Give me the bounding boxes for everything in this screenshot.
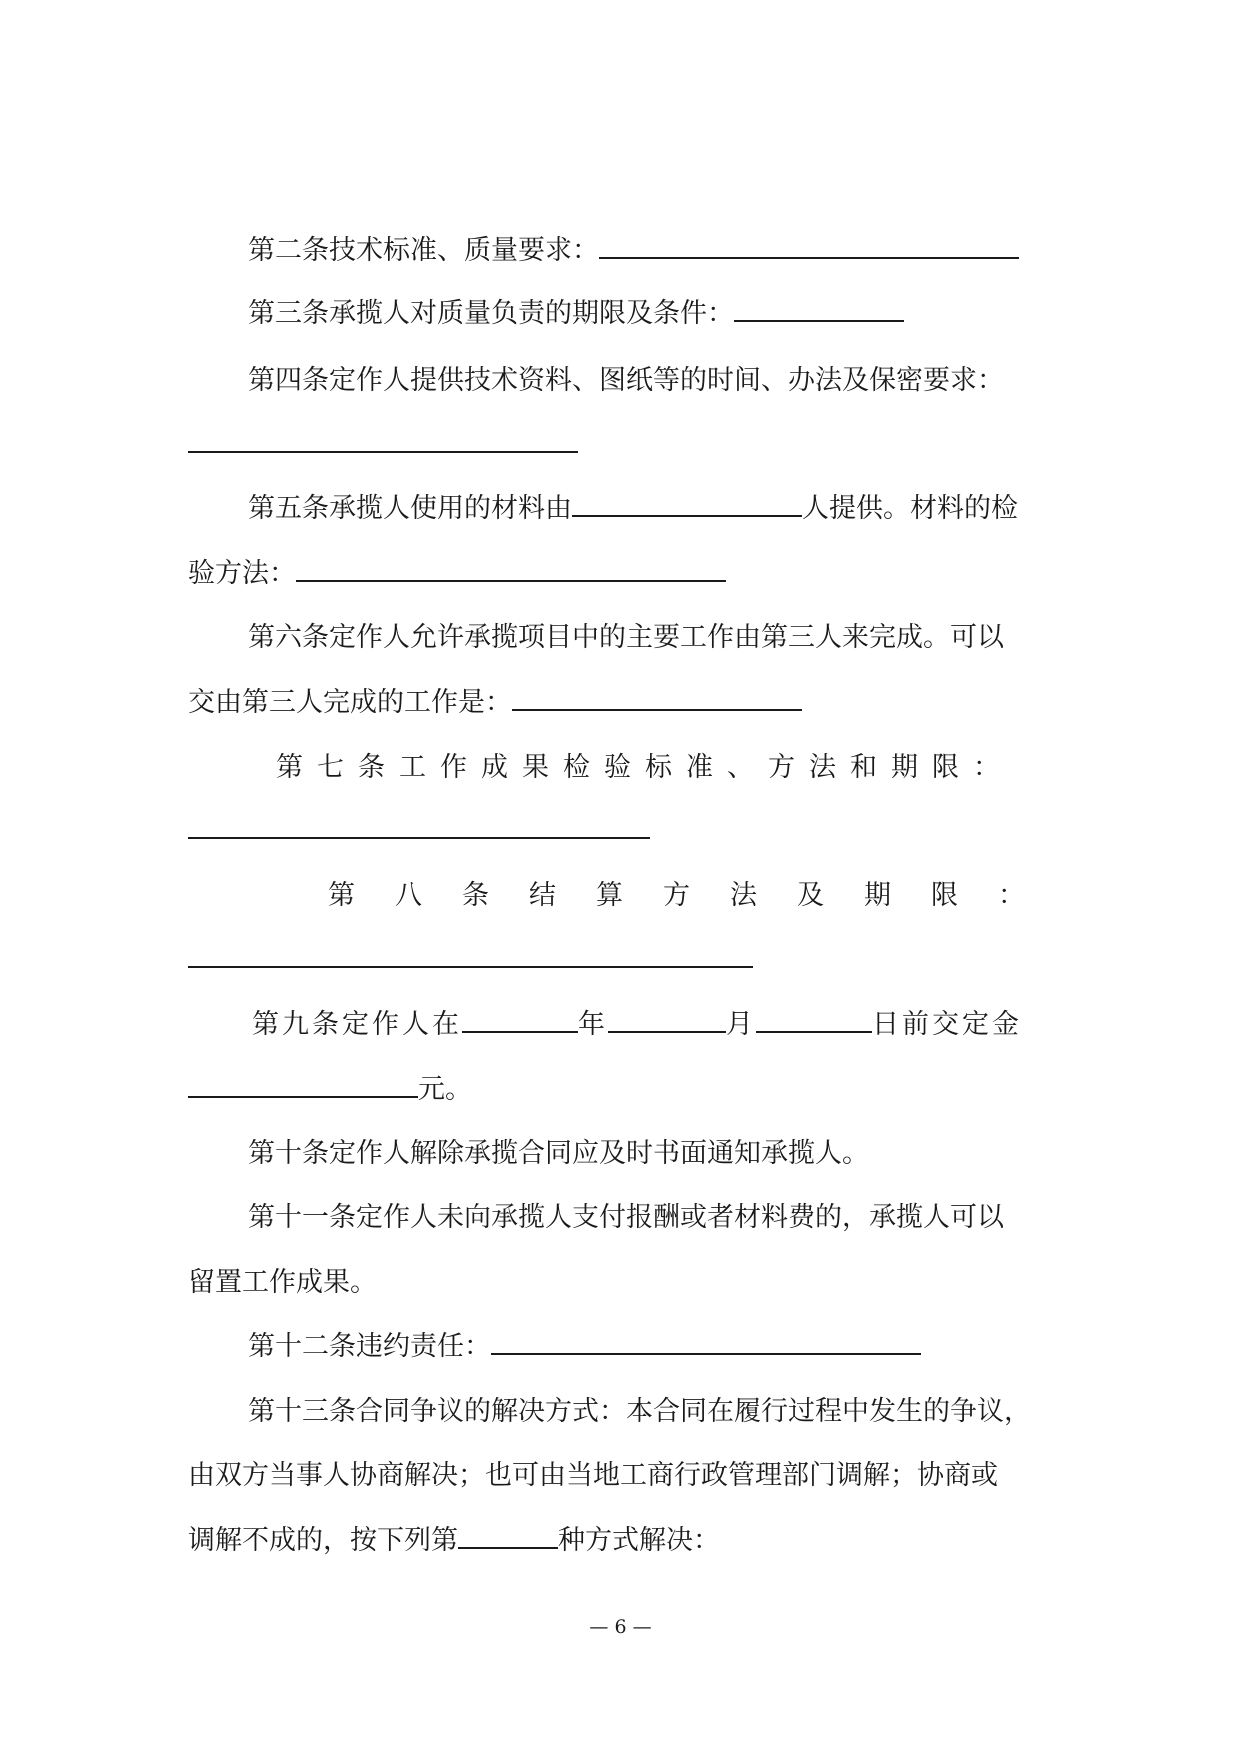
deposit-month-blank[interactable]: [608, 1009, 726, 1033]
article-4-text: 第四条定作人提供技术资料、图纸等的时间、办法及保密要求：: [248, 365, 1004, 396]
article-11-text-1: 第十一条定作人未向承揽人支付报酬或者材料费的，承揽人可以: [248, 1202, 1004, 1233]
deposit-amount-blank[interactable]: [188, 1074, 418, 1098]
article-7-answer-blank[interactable]: [188, 837, 650, 839]
article-9-line-2: [188, 1073, 472, 1107]
article-13-text-3: 调解不成的，按下列第: [188, 1525, 458, 1556]
page-number: — 6 —: [589, 1616, 652, 1638]
article-13-line-2: [188, 1459, 998, 1493]
article-6-line-1: [248, 621, 1004, 655]
article-7: [276, 751, 1014, 785]
article-5-text-2: 人提供。材料的检: [802, 493, 1018, 524]
article-5-line-1: [248, 492, 1018, 526]
breach-liability-blank[interactable]: [491, 1331, 921, 1355]
article-3: [248, 297, 904, 331]
article-2: [248, 234, 1019, 268]
article-9-text-3: 元。: [418, 1074, 472, 1105]
warranty-period-blank[interactable]: [734, 298, 904, 322]
deposit-year-blank[interactable]: [462, 1009, 578, 1033]
article-5-line-2: [188, 557, 726, 591]
article-13-text-2: 由双方当事人协商解决；也可由当地工商行政管理部门调解；协商或: [188, 1460, 998, 1491]
article-9-text-1: 第九条定作人在: [252, 1009, 462, 1040]
article-7-text: 第七条工作成果检验标准、方法和期限：: [276, 752, 1014, 783]
article-4: [248, 364, 1004, 398]
article-10-text: 第十条定作人解除承揽合同应及时书面通知承揽人。: [248, 1138, 869, 1169]
article-11-line-2: [188, 1266, 377, 1300]
material-provider-blank[interactable]: [572, 493, 802, 517]
quality-standard-blank[interactable]: [599, 235, 1019, 259]
article-12: [248, 1330, 921, 1364]
dispute-option-blank[interactable]: [458, 1525, 558, 1549]
article-9-line-1: [252, 1008, 1022, 1042]
article-13-line-3: [188, 1524, 720, 1558]
article-5-text-3: 验方法：: [188, 558, 296, 589]
material-inspection-blank[interactable]: [296, 558, 726, 582]
article-2-text: 第二条技术标准、质量要求：: [248, 235, 599, 266]
article-10: [248, 1137, 869, 1171]
article-12-text: 第十二条违约责任：: [248, 1331, 491, 1362]
third-party-work-blank[interactable]: [512, 687, 802, 711]
article-3-text: 第三条承揽人对质量负责的期限及条件：: [248, 298, 734, 329]
article-8-text: 第八条结算方法及期限：: [328, 880, 1065, 911]
article-6-text-1: 第六条定作人允许承揽项目中的主要工作由第三人来完成。可以: [248, 622, 1004, 653]
article-13-text-4: 种方式解决：: [558, 1525, 720, 1556]
article-13-text-1: 第十三条合同争议的解决方式：本合同在履行过程中发生的争议，: [248, 1396, 1031, 1427]
article-9-month-label: 月: [726, 1009, 756, 1040]
article-8-answer-blank[interactable]: [188, 966, 753, 968]
article-11-line-1: [248, 1201, 1004, 1235]
article-6-text-2: 交由第三人完成的工作是：: [188, 687, 512, 718]
article-6-line-2: [188, 686, 802, 720]
deposit-day-blank[interactable]: [756, 1009, 872, 1033]
article-9-year-label: 年: [578, 1009, 608, 1040]
article-9-text-2: 日前交定金: [872, 1009, 1022, 1040]
article-8: [328, 879, 1065, 913]
article-4-answer-blank[interactable]: [188, 451, 578, 453]
article-13-line-1: [248, 1395, 1031, 1429]
article-5-text-1: 第五条承揽人使用的材料由: [248, 493, 572, 524]
article-11-text-2: 留置工作成果。: [188, 1267, 377, 1298]
